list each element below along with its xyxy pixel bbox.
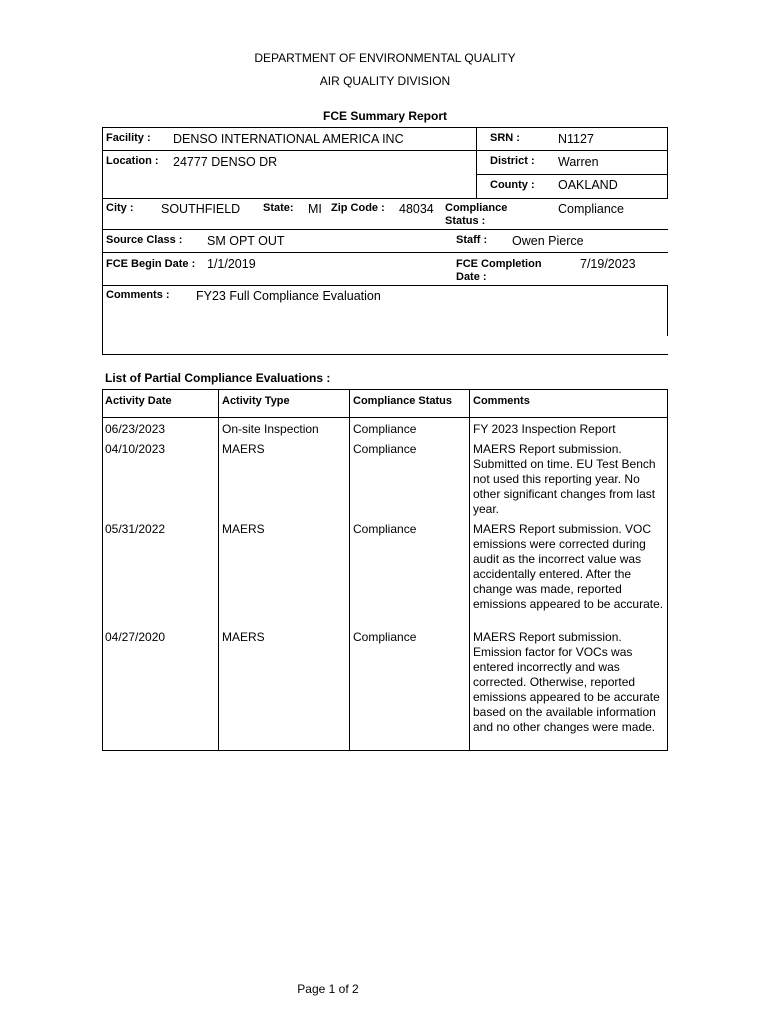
row-type: MAERS	[222, 630, 265, 644]
report-title: FCE Summary Report	[322, 109, 448, 123]
row-date: 06/23/2023	[105, 422, 166, 436]
county-value: OAKLAND	[558, 178, 618, 192]
row-type: MAERS	[222, 522, 265, 536]
row-comments: MAERS Report submission. Submitted on time. EU Test Bench not used this reporting year. No other significant changes from last year.	[473, 442, 656, 516]
row-status: Compliance	[353, 522, 417, 536]
district-label: District :	[490, 155, 535, 167]
department-heading: DEPARTMENT OF ENVIRONMENTAL QUALITY	[254, 51, 516, 65]
pce-title: List of Partial Compliance Evaluations :	[105, 371, 331, 385]
location-value: 24777 DENSO DR	[173, 155, 278, 169]
compliance-status-label: Compliance	[445, 202, 508, 214]
staff-value: Owen Pierce	[512, 234, 584, 248]
fce-completion-label-2: Date :	[456, 271, 487, 283]
row-status: Compliance	[353, 630, 417, 644]
location-label: Location :	[106, 155, 159, 167]
source-class-value: SM OPT OUT	[207, 234, 285, 248]
division-heading: AIR QUALITY DIVISION	[319, 74, 451, 88]
fce-completion-value: 7/19/2023	[580, 257, 636, 271]
srn-value: N1127	[558, 132, 594, 146]
row-date: 05/31/2022	[105, 522, 166, 536]
page-number: Page 1 of 2	[297, 982, 359, 996]
row-date: 04/10/2023	[105, 442, 166, 456]
staff-label: Staff :	[456, 234, 488, 246]
zip-value: 48034	[399, 202, 434, 216]
city-label: City :	[106, 202, 134, 214]
facility-label: Facility :	[106, 132, 151, 144]
row-comments: MAERS Report submission. VOC emissions were corrected during audit as the incorrect value was accidentally entered. After the change was made, reported emissions appeared to be accurate.	[473, 522, 664, 611]
row-status: Compliance	[353, 422, 417, 436]
row-comments: MAERS Report submission. Emission factor for VOCs was entered incorrectly and was corrected. Otherwise, reported emissions appeared to be accurate based on the available information and no other changes were made.	[473, 630, 660, 734]
row-date: 04/27/2020	[105, 630, 166, 644]
district-value: Warren	[558, 155, 599, 169]
col-comments: Comments	[473, 395, 530, 407]
srn-label: SRN :	[490, 132, 520, 144]
source-class-label: Source Class :	[106, 234, 183, 246]
state-label: State:	[263, 202, 294, 214]
col-activity-type: Activity Type	[222, 395, 290, 407]
comments-label: Comments :	[106, 289, 170, 301]
fce-begin-label: FCE Begin Date :	[106, 258, 196, 270]
facility-value: DENSO INTERNATIONAL AMERICA INC	[173, 132, 404, 146]
fce-completion-label: FCE Completion	[456, 258, 542, 270]
row-type: On-site Inspection	[222, 422, 319, 436]
compliance-status-label-2: Status :	[445, 215, 486, 227]
zip-label: Zip Code :	[331, 202, 385, 214]
fce-begin-value: 1/1/2019	[207, 257, 256, 271]
state-value: MI	[308, 202, 322, 216]
county-label: County :	[490, 179, 535, 191]
col-activity-date: Activity Date	[105, 395, 172, 407]
comments-value: FY23 Full Compliance Evaluation	[196, 289, 381, 303]
compliance-status-value: Compliance	[558, 202, 625, 216]
row-type: MAERS	[222, 442, 265, 456]
row-comments: FY 2023 Inspection Report	[473, 422, 616, 436]
city-value: SOUTHFIELD	[161, 202, 241, 216]
col-compliance-status: Compliance Status	[353, 395, 453, 407]
row-status: Compliance	[353, 442, 417, 456]
